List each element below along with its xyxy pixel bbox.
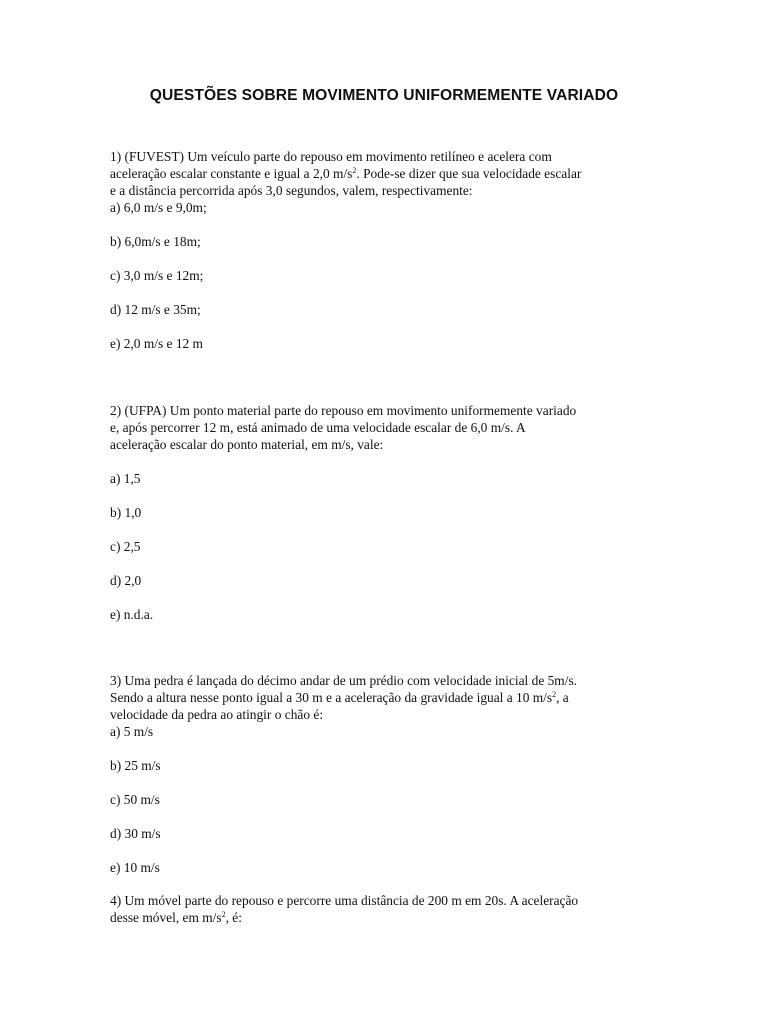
- question-2-line-2: e, após percorrer 12 m, está animado de uma velocidade escalar de 6,0 m/s. A: [110, 420, 526, 435]
- question-1-option-d: d) 12 m/s e 35m;: [110, 302, 201, 317]
- question-3-option-a: a) 5 m/s: [110, 724, 154, 739]
- question-2-statement: [110, 402, 670, 453]
- question-3-line-3: velocidade da pedra ao atingir o chão é:: [110, 707, 324, 722]
- superscript: 2: [221, 910, 226, 919]
- question-3-option-b: b) 25 m/s: [110, 758, 161, 773]
- question-4-line-1: 4) Um móvel parte do repouso e percorre uma distância de 200 m em 20s. A aceleração: [110, 893, 579, 908]
- question-2-line-3: aceleração escalar do ponto material, em m/s, vale:: [110, 437, 384, 452]
- question-1-line-2: aceleração escalar constante e igual a 2,0 $m/s^2$. Pode-se dizer que sua velocidade escalar: [110, 166, 582, 181]
- question-1-option-e: e) 2,0 m/s e 12 m: [110, 336, 203, 351]
- question-2-option-d: d) 2,0: [110, 573, 142, 588]
- question-1-line-3: e a distância percorrida após 3,0 segundos, valem, respectivamente:: [110, 183, 473, 198]
- question-1-statement: [110, 148, 670, 199]
- question-3-option-c: c) 50 m/s: [110, 792, 160, 807]
- question-4-line-2: desse móvel, em $m/s^2$, é:: [110, 910, 242, 925]
- question-1-line-1: 1) (FUVEST) Um veículo parte do repouso em movimento retilíneo e acelera com: [110, 149, 552, 164]
- question-1-option-c: c) 3,0 m/s e 12m;: [110, 268, 204, 283]
- question-1-option-b: b) 6,0m/s e 18m;: [110, 234, 201, 249]
- question-2-option-a: a) 1,5: [110, 471, 141, 486]
- question-3-line-2: Sendo a altura nesse ponto igual a 30 m e a aceleração da gravidade igual a 10 $m/s^2$, a: [110, 690, 569, 705]
- question-3-option-e: e) 10 m/s: [110, 860, 160, 875]
- superscript: 2: [552, 690, 557, 699]
- page-title: QUESTÕES SOBRE MOVIMENTO UNIFORMEMENTE VARIADO: [149, 87, 619, 104]
- question-2-option-b: b) 1,0: [110, 505, 142, 520]
- question-4-statement: [110, 892, 670, 926]
- question-2-option-c: c) 2,5: [110, 539, 141, 554]
- question-3-statement: [110, 672, 670, 723]
- question-2-line-1: 2) (UFPA) Um ponto material parte do repouso em movimento uniformemente variado: [110, 403, 577, 418]
- superscript: 2: [352, 166, 357, 175]
- question-2-option-e: e) n.d.a.: [110, 607, 154, 622]
- question-1-option-a: a) 6,0 m/s e 9,0m;: [110, 200, 207, 215]
- question-3-option-d: d) 30 m/s: [110, 826, 161, 841]
- question-3-line-1: 3) Uma pedra é lançada do décimo andar de um prédio com velocidade inicial de 5m/s.: [110, 673, 578, 688]
